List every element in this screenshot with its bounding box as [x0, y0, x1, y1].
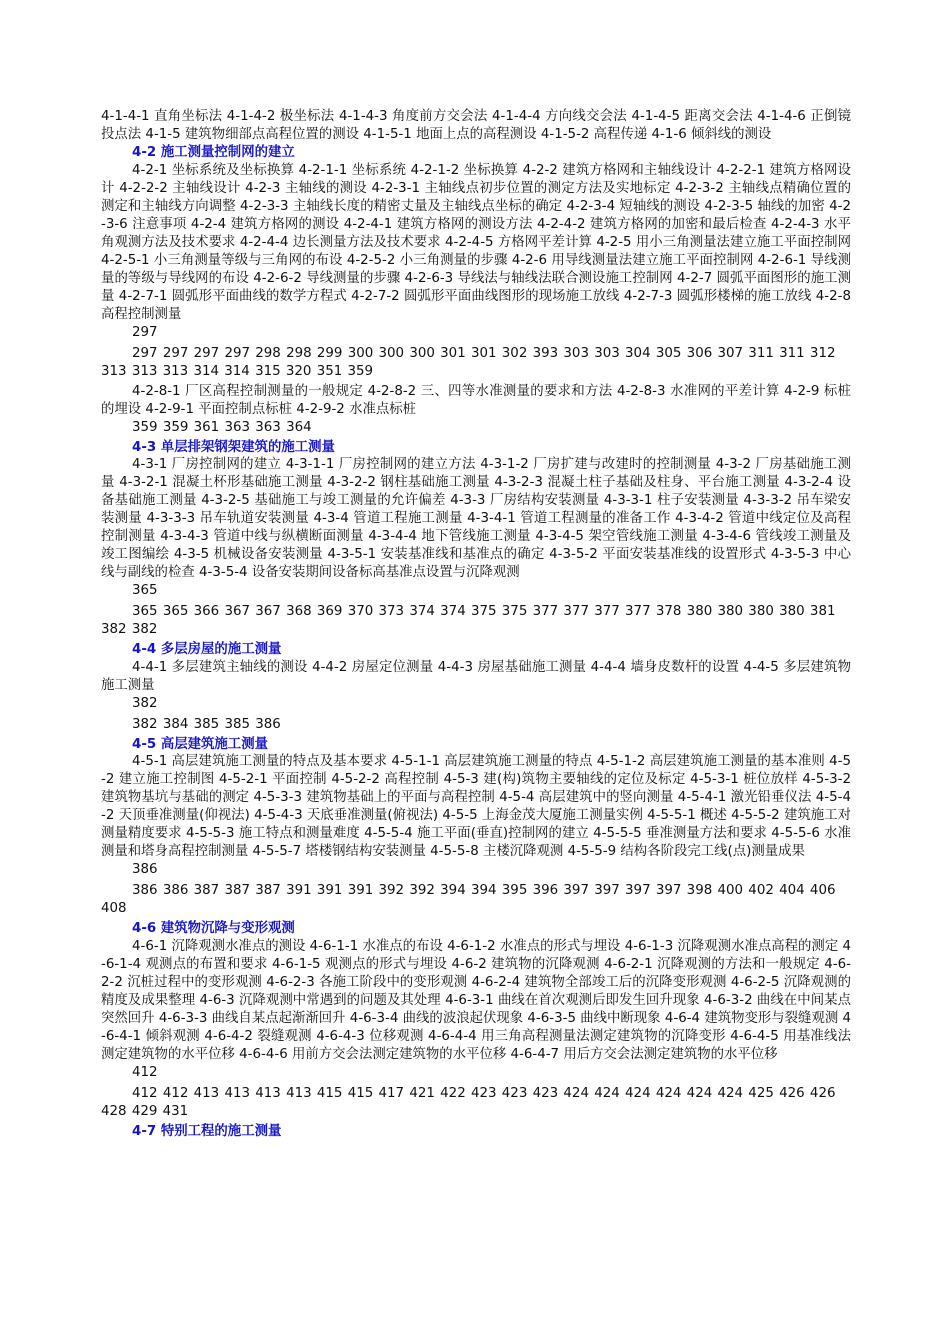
- page-number-list: 386 386 387 387 387 391 391 391 392 392 394 394 395 396 397 397 397 397 398 400 402 404 406 408: [101, 883, 836, 916]
- page-number-lead: 386: [132, 862, 158, 877]
- contents-paragraph-4-2-8: 4-2-8-1 厂区高程控制测量的一般规定 4-2-8-2 三、四等水准测量的要求和方法 4-2-8-3 水准网的平差计算 4-2-9 标桩的埋设 4-2-9-1 平面控制点标桩 4-2-9-2 水准点标桩: [101, 383, 851, 417]
- page-number-lead: 382: [132, 695, 158, 711]
- section-heading-4-4: 4-4 多层房屋的施工测量: [132, 642, 282, 657]
- contents-paragraph-4-4: 4-4-1 多层建筑主轴线的测设 4-4-2 房屋定位测量 4-4-3 房屋基础施工测量 4-4-4 墙身皮数杆的设置 4-4-5 多层建筑物施工测量: [101, 659, 851, 693]
- contents-paragraph-4-3: 4-3-1 厂房控制网的建立 4-3-1-1 厂房控制网的建立方法 4-3-1-2 厂房扩建与改建时的控制测量 4-3-2 厂房基础施工测量 4-3-2-1 混凝土杯形基础施工测量 4-3-2-2 钢柱基础施工测量 4-3-2-3 混凝土柱子基础及柱身、平台施工测量 4-3-2-4 设备基础施工测量 4-3-2-5 基础施工与竣工测量的允许偏差 4-3-3 厂房结构安装测量 4-3-3-1 柱子安装测量 4-3-3-2 吊车梁安装测量 4-3-3-3 吊车轨道安装测量 4-3-4 管道工程施工测量 4-3-4-1 管道工程测量的准备工作 4-3-4-2 管道中线定位及高程控制测量 4-3-4-3 管道中线与纵横断面测量 4-3-4-4 地下管线施工测量 4-3-4-5 架空管线施工测量 4-3-4-6 管线竣工测量及竣工图编绘 4-3-5 机械设备安装测量 4-3-5-1 安装基准线和基准点的确定 4-3-5-2 平面安装基准线的设置形式 4-3-5-3 中心线与副线的检查 4-3-5-4 设备安装期间设备标高基准点设置与沉降观测: [101, 457, 851, 580]
- page-number-lead: 412: [132, 1064, 158, 1080]
- section-heading-4-3: 4-3 单层排架钢架建筑的施工测量: [132, 439, 335, 455]
- section-heading-4-7: 4-7 特别工程的施工测量: [132, 1123, 282, 1139]
- contents-paragraph-4-5: 4-5-1 高层建筑施工测量的特点及基本要求 4-5-1-1 高层建筑施工测量的特点 4-5-1-2 高层建筑施工测量的基本准则 4-5-2 建立施工控制图 4-5-2-1 平面控制 4-5-2-2 高程控制 4-5-3 建(构)筑物主要轴线的定位及标定 4-5-3-1 桩位放样 4-5-3-2 建筑物基坑与基础的测定 4-5-3-3 建筑物基础上的平面与高程控制 4-5-4 高层建筑中的竖向测量 4-5-4-1 激光铅垂仪法 4-5-4-2 天顶垂准测量(仰视法) 4-5-4-3 天底垂准测量(俯视法) 4-5-5 上海金茂大厦施工测量实例 4-5-5-1 概述 4-5-5-2 建筑施工对测量精度要求 4-5-5-3 施工特点和测量难度 4-5-5-4 施工平面(垂直)控制网的建立 4-5-5-5 垂准测量方法和要求 4-5-5-6 水准测量和塔身高程控制测量 4-5-5-7 塔楼钢结构安装测量 4-5-5-8 主楼沉降观测 4-5-5-9 结构各阶段完工线(点)测量成果: [101, 754, 851, 859]
- document-page: [101, 108, 851, 1140]
- contents-paragraph-4-6: 4-6-1 沉降观测水准点的测设 4-6-1-1 水准点的布设 4-6-1-2 水准点的形式与埋设 4-6-1-3 沉降观测水准点高程的测定 4-6-1-4 观测点的布置和要求 4-6-1-5 观测点的形式与埋设 4-6-2 建筑物的沉降观测 4-6-2-1 沉降观测的方法和一般规定 4-6-2-2 沉桩过程中的变形观测 4-6-2-3 各施工阶段中的变形观测 4-6-2-4 建筑物全部竣工后的沉降变形观测 4-6-2-5 沉降观测的精度及成果整理 4-6-3 沉降观测中常遇到的问题及其处理 4-6-3-1 曲线在首次观测后即发生回升现象 4-6-3-2 曲线在中间某点突然回升 4-6-3-3 曲线自某点起渐渐回升 4-6-3-4 曲线的波浪起伏现象 4-6-3-5 曲线中断现象 4-6-4 建筑物变形与裂缝观测 4-6-4-1 倾斜观测 4-6-4-2 裂缝观测 4-6-4-3 位移观测 4-6-4-4 用三角高程测量法测定建筑物的沉降变形 4-6-4-5 用基准线法测定建筑物的水平位移 4-6-4-6 用前方交会法测定建筑物的水平位移 4-6-4-7 用后方交会法测定建筑物的水平位移: [101, 938, 852, 1062]
- page-number-list: 365 365 366 367 367 368 369 370 373 374 374 375 375 377 377 377 377 378 380 380 380 380 381 382 382: [101, 604, 836, 637]
- page-number-list: 412 412 413 413 413 413 415 415 417 421 422 423 423 423 424 424 424 424 424 424 425 426 426 428 429 431: [101, 1085, 836, 1119]
- section-heading-4-2: 4-2 施工测量控制网的建立: [132, 145, 295, 160]
- contents-paragraph-4-2: 4-2-1 坐标系统及坐标换算 4-2-1-1 坐标系统 4-2-1-2 坐标换算 4-2-2 建筑方格网和主轴线设计 4-2-2-1 建筑方格网设计 4-2-2-2 主轴线设计 4-2-3 主轴线的测设 4-2-3-1 主轴线点初步位置的测定方法及实地标定 4-2-3-2 主轴线点精确位置的测定和主轴线方向调整 4-2-3-3 主轴线长度的精密丈量及主轴线点坐标的确定 4-2-3-4 短轴线的测设 4-2-3-5 轴线的加密 4-2-3-6 注意事项 4-2-4 建筑方格网的测设 4-2-4-1 建筑方格网的测设方法 4-2-4-2 建筑方格网的加密和最后检查 4-2-4-3 水平角观测方法及技术要求 4-2-4-4 边长测量方法及技术要求 4-2-4-5 方格网平差计算 4-2-5 用小三角测量法建立施工平面控制网 4-2-5-1 小三角测量等级与三角网的布设 4-2-5-2 小三角测量的步骤 4-2-6 用导线测量法建立施工平面控制网 4-2-6-1 导线测量的等级与导线网的布设 4-2-6-2 导线测量的步骤 4-2-6-3 导线法与轴线法联合测设施工控制网 4-2-7 圆弧平面图形的施工测量 4-2-7-1 圆弧形平面曲线的数学方程式 4-2-7-2 圆弧形平面曲线图形的现场施工放线 4-2-7-3 圆弧形楼梯的施工放线 4-2-8 高程控制测量: [101, 162, 851, 322]
- page-number-lead: 365: [132, 583, 158, 598]
- contents-paragraph-4-1-4: 4-1-4-1 直角坐标法 4-1-4-2 极坐标法 4-1-4-3 角度前方交会法 4-1-4-4 方向线交会法 4-1-4-5 距离交会法 4-1-4-6 正倒镜投点法 4-1-5 建筑物细部点高程位置的测设 4-1-5-1 地面上点的高程测设 4-1-5-2 高程传递 4-1-6 倾斜线的测设: [101, 109, 851, 142]
- section-heading-4-6: 4-6 建筑物沉降与变形观测: [132, 921, 295, 936]
- page-number-lead: 297: [132, 324, 158, 340]
- page-number-list: 382 384 385 385 386: [132, 716, 281, 732]
- page-number-list: 359 359 361 363 363 364: [132, 419, 312, 435]
- page-number-list: 297 297 297 297 298 298 299 300 300 300 301 301 302 393 303 303 304 305 306 307 311 311 312 313 313 313 314 314 315 320 351 359: [101, 345, 836, 379]
- section-heading-4-5: 4-5 高层建筑施工测量: [132, 736, 268, 752]
